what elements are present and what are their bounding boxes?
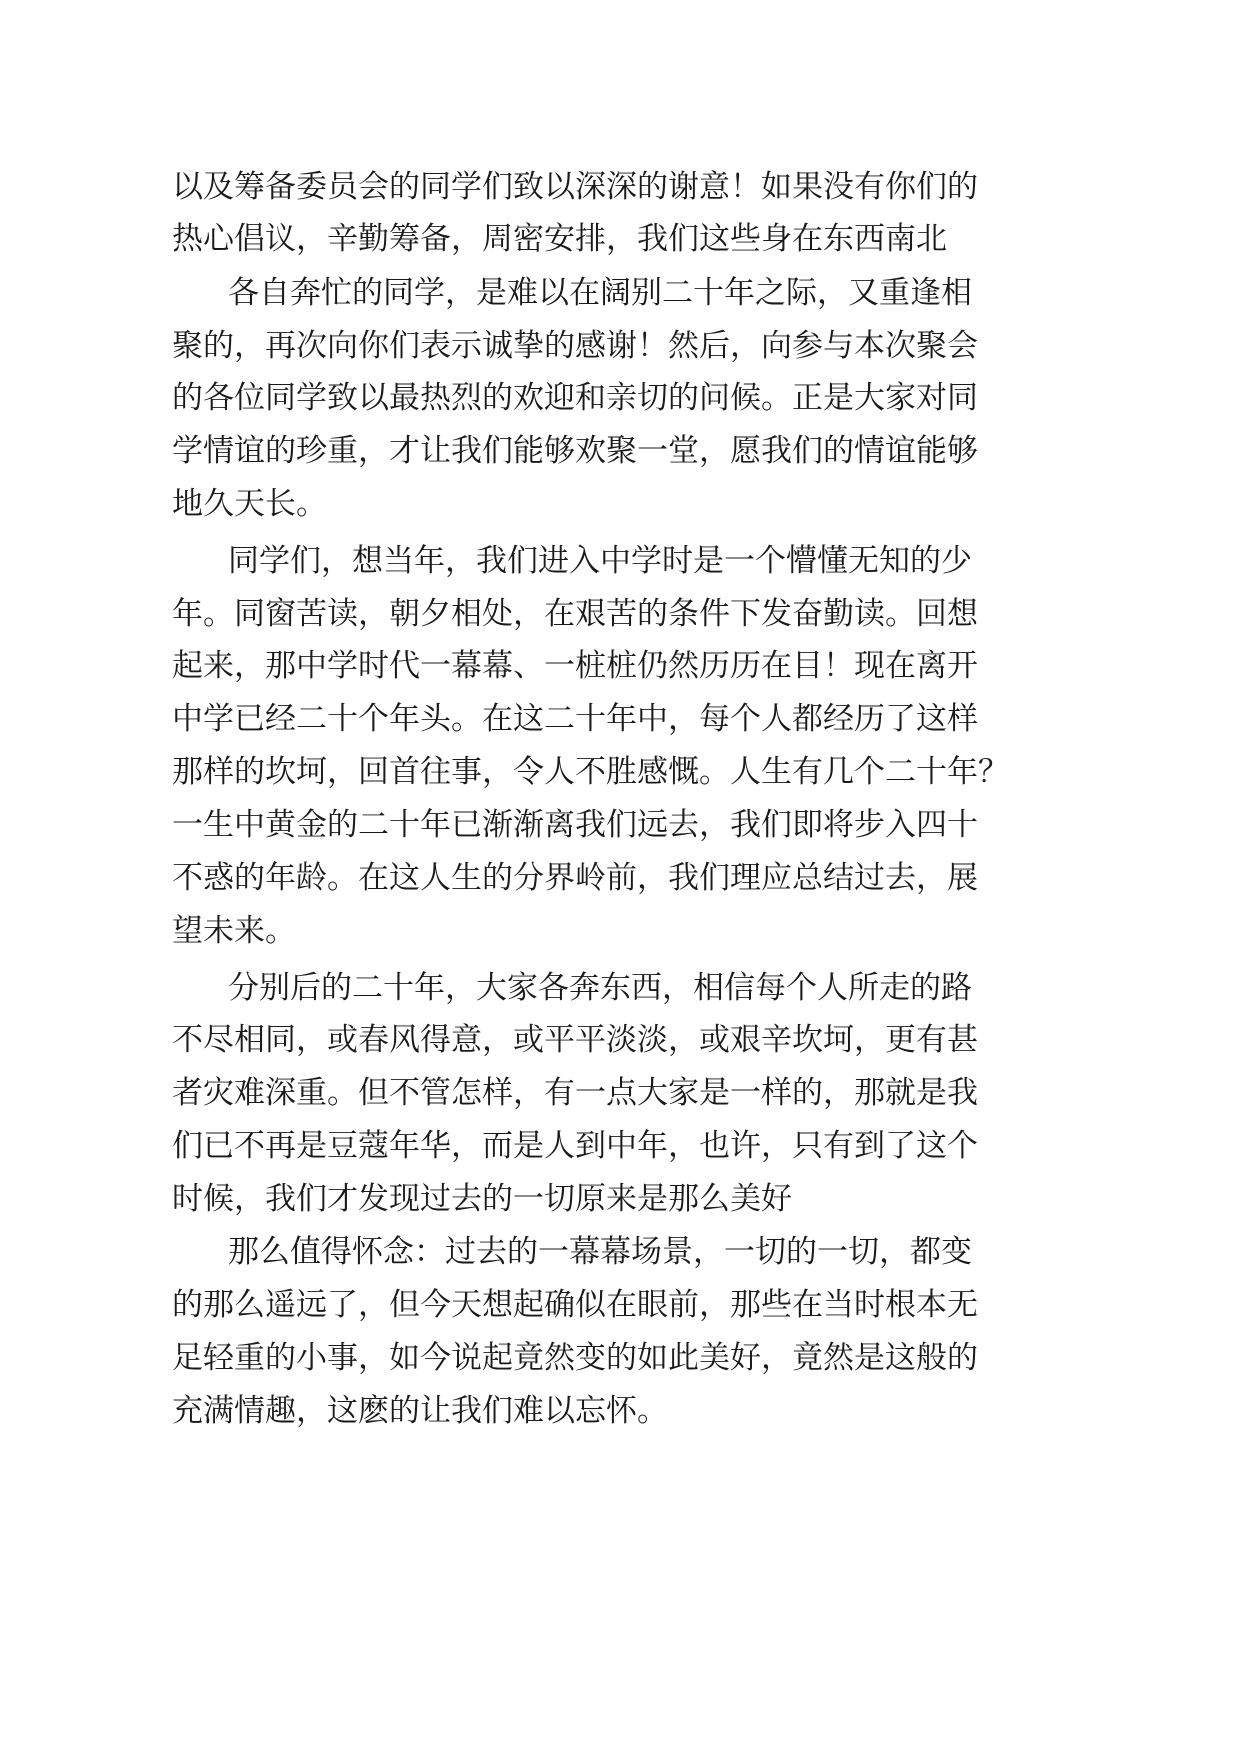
text-line: 不惑的年龄。在这人生的分界岭前，我们理应总结过去，展: [172, 860, 978, 896]
text-line: 不尽相同，或春风得意，或平平淡淡，或艰辛坎坷，更有甚: [172, 1022, 978, 1058]
text-line: 各自奔忙的同学，是难以在阔别二十年之际，又重逢相: [228, 275, 972, 311]
text-line: 一生中黄金的二十年已渐渐离我们远去，我们即将步入四十: [172, 807, 978, 843]
text-line: 同学们，想当年，我们进入中学时是一个懵懂无知的少: [228, 543, 972, 579]
text-line: 的那么遥远了，但今天想起确似在眼前，那些在当时根本无: [172, 1287, 978, 1323]
text-line: 起来，那中学时代一幕幕、一桩桩仍然历历在目！现在离开: [172, 648, 978, 684]
text-line: 热心倡议，辛勤筹备，周密安排，我们这些身在东西南北: [172, 221, 947, 257]
text-line: 时候，我们才发现过去的一切原来是那么美好: [172, 1181, 792, 1217]
text-line: 那么值得怀念：过去的一幕幕场景，一切的一切，都变: [228, 1234, 972, 1270]
text-line: 那样的坎坷，回首往事，令人不胜感慨。人生有几个二十年？: [172, 754, 1009, 790]
text-line: 学情谊的珍重，才让我们能够欢聚一堂，愿我们的情谊能够: [172, 433, 978, 469]
text-line: 年。同窗苦读，朝夕相处，在艰苦的条件下发奋勤读。回想: [172, 596, 978, 632]
text-line: 分别后的二十年，大家各奔东西，相信每个人所走的路: [228, 970, 972, 1006]
text-line: 以及筹备委员会的同学们致以深深的谢意！如果没有你们的: [172, 169, 978, 205]
text-line: 中学已经二十个年头。在这二十年中，每个人都经历了这样: [172, 701, 978, 737]
text-line: 们已不再是豆蔻年华，而是人到中年，也许，只有到了这个: [172, 1128, 978, 1164]
text-line: 望未来。: [172, 913, 296, 949]
text-line: 足轻重的小事，如今说起竟然变的如此美好，竟然是这般的: [172, 1340, 978, 1376]
text-line: 充满情趣，这麽的让我们难以忘怀。: [172, 1393, 668, 1429]
text-line: 聚的，再次向你们表示诚挚的感谢！然后，向参与本次聚会: [172, 328, 978, 364]
text-line: 的各位同学致以最热烈的欢迎和亲切的问候。正是大家对同: [172, 380, 978, 416]
text-line: 地久天长。: [172, 486, 327, 522]
text-line: 者灾难深重。但不管怎样，有一点大家是一样的，那就是我: [172, 1075, 978, 1111]
